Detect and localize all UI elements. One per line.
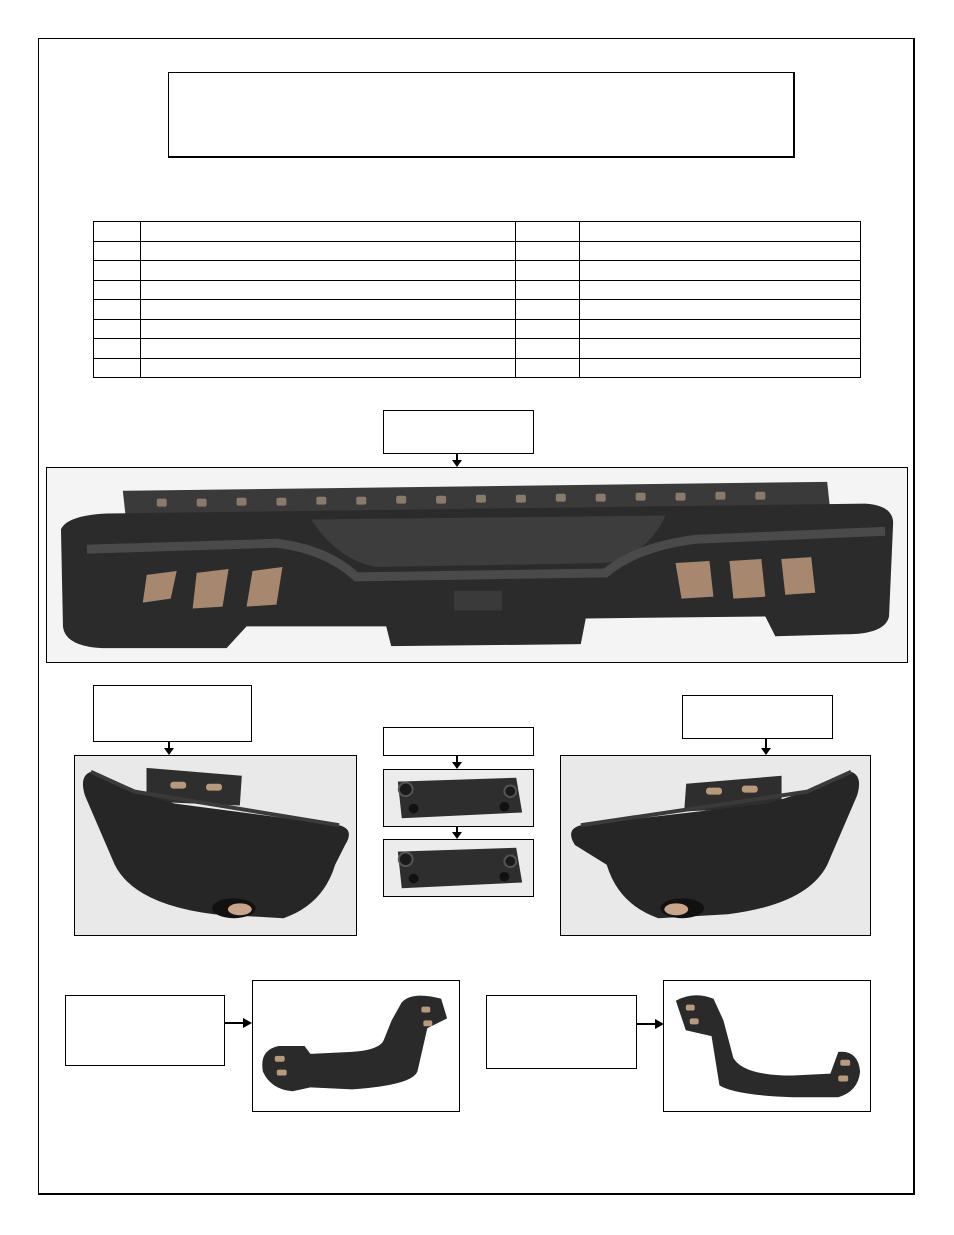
main-bumper-callout bbox=[383, 410, 534, 454]
table-cell bbox=[141, 280, 516, 300]
table-row bbox=[94, 222, 861, 242]
table-cell bbox=[94, 300, 141, 320]
table-row bbox=[94, 280, 861, 300]
table-cell bbox=[94, 241, 141, 261]
left-bracket-callout bbox=[65, 995, 225, 1066]
table-cell bbox=[141, 319, 516, 339]
rear-bumper-image bbox=[47, 468, 907, 662]
left-bracket-photo bbox=[252, 980, 460, 1112]
plate-image-2 bbox=[384, 840, 533, 896]
table-cell bbox=[94, 358, 141, 378]
table-row bbox=[94, 319, 861, 339]
table-cell bbox=[94, 280, 141, 300]
table-cell bbox=[580, 339, 861, 359]
parts-table bbox=[93, 221, 861, 378]
arrow-right-icon bbox=[637, 1017, 665, 1031]
plate-image-1 bbox=[384, 770, 533, 826]
right-bracket-callout bbox=[486, 995, 637, 1069]
title-box bbox=[168, 72, 795, 158]
table-cell bbox=[580, 261, 861, 281]
table-cell bbox=[516, 358, 580, 378]
table-cell bbox=[94, 222, 141, 242]
left-end-cap-image bbox=[75, 756, 356, 935]
table-cell bbox=[141, 222, 516, 242]
table-row bbox=[94, 339, 861, 359]
table-cell bbox=[94, 319, 141, 339]
table-cell bbox=[516, 241, 580, 261]
table-cell bbox=[516, 300, 580, 320]
right-end-cap-photo bbox=[560, 755, 871, 936]
arrow-down-icon bbox=[759, 739, 773, 756]
table-cell bbox=[516, 280, 580, 300]
left-end-cap-callout bbox=[93, 685, 252, 742]
table-cell bbox=[580, 358, 861, 378]
table-cell bbox=[94, 339, 141, 359]
right-bracket-image bbox=[664, 981, 870, 1111]
arrow-down-icon bbox=[162, 742, 176, 756]
table-cell bbox=[580, 222, 861, 242]
center-plates-callout bbox=[383, 727, 534, 756]
right-end-cap-image bbox=[561, 756, 870, 935]
table-cell bbox=[141, 358, 516, 378]
arrow-down-icon bbox=[450, 454, 464, 468]
table-cell bbox=[141, 300, 516, 320]
table-cell bbox=[94, 261, 141, 281]
table-cell bbox=[141, 241, 516, 261]
table-cell bbox=[141, 339, 516, 359]
arrow-right-icon bbox=[225, 1016, 253, 1030]
table-cell bbox=[516, 261, 580, 281]
right-end-cap-callout bbox=[682, 695, 833, 739]
table-cell bbox=[141, 261, 516, 281]
table-row bbox=[94, 261, 861, 281]
plate-photo-1 bbox=[383, 769, 534, 827]
table-cell bbox=[580, 300, 861, 320]
arrow-down-icon bbox=[450, 756, 464, 770]
left-bracket-image bbox=[253, 981, 459, 1111]
table-cell bbox=[516, 319, 580, 339]
table-cell bbox=[580, 241, 861, 261]
main-bumper-photo bbox=[46, 467, 908, 663]
table-cell bbox=[516, 339, 580, 359]
plate-photo-2 bbox=[383, 839, 534, 897]
right-bracket-photo bbox=[663, 980, 871, 1112]
left-end-cap-photo bbox=[74, 755, 357, 936]
table-cell bbox=[516, 222, 580, 242]
table-cell bbox=[580, 319, 861, 339]
table-row bbox=[94, 241, 861, 261]
table-cell bbox=[580, 280, 861, 300]
table-row bbox=[94, 358, 861, 378]
table-row bbox=[94, 300, 861, 320]
